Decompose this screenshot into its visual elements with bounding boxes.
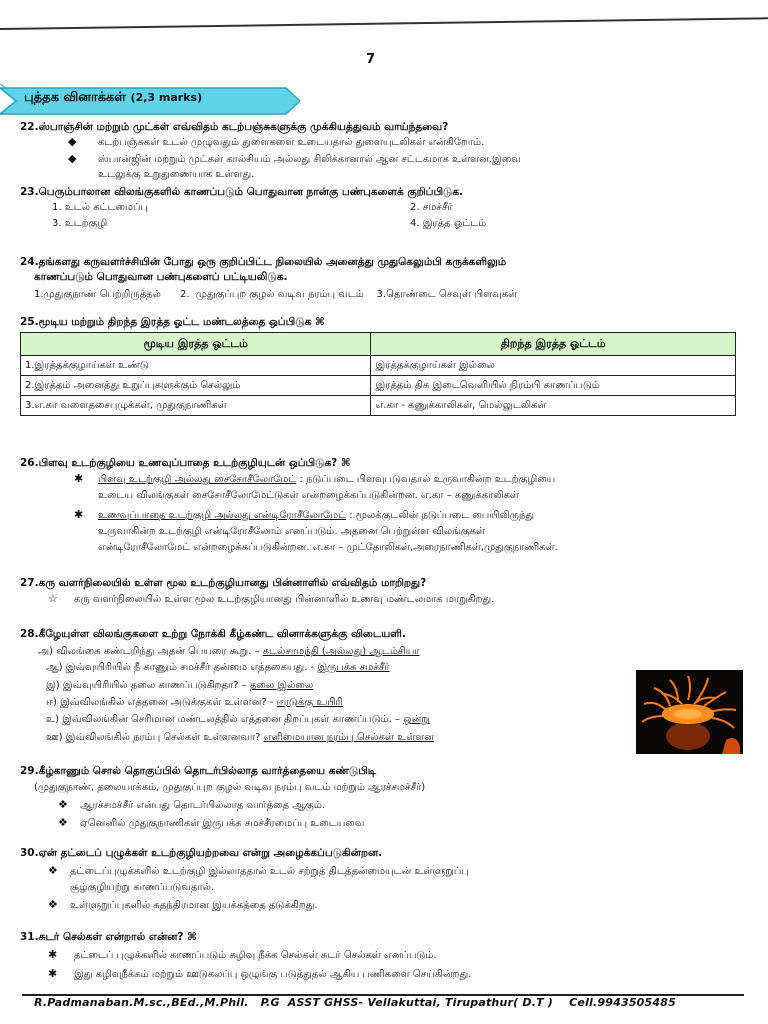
diamond-bullet-icon: ❖ [48, 864, 58, 877]
sea-anemone-image [636, 670, 743, 754]
question-23: 23.பெரும்பாலான விலங்குகளில் காணப்படும் பொதுவான நான்கு பண்புகளைக் குறிப்பிடுக. [20, 186, 464, 198]
list-item: 2. சமச்சீர் [410, 202, 453, 213]
footer-credit: R.Padmanaban.M.sc.,BEd.,M.Phil. P.G ASST GHSS- Vellakuttai, Tirupathur( D.T ) Cell.9943505485 [34, 996, 676, 1009]
answer-line: உள்ளுறுப்புகளில் சுதந்திரமான இயக்கத்தை தடுக்கிறது. [70, 900, 318, 911]
list-item: 1. உடல் கட்டமைப்பு [52, 202, 148, 213]
question-24: 24.தங்களது கருவளர்ச்சியின் போது ஒரு குறிப்பிட்ட நிலையில் அனைத்து முதுகெலும்பி கருக்களிலும் [20, 256, 507, 268]
star-outline-icon: ☆ [48, 592, 58, 605]
answer-line: உணவுப்பாதை உடற்குழி அல்லது என்டிரோசீலோமேட் : மூலக்குடலின் நடுப்படை பையிலிருந்து [98, 510, 534, 521]
list-item: 4. இரத்த ஓட்டம் [410, 218, 487, 229]
answer-line: தட்டைப் புழுக்களில் காணப்படும் கழிவு நீக்க செல்கள் சுடர் செல்கள் எனப்படும். [74, 950, 437, 961]
answer-line: சூழ்குழியற்று காணப்படுவதால். [70, 882, 215, 893]
answer-line: அ) விலங்கை கண்டறிந்து அதன் பெயரை கூறு. – கடல்சாமந்தி (அல்லது) ஆடம்சியா [38, 646, 420, 657]
top-border [0, 17, 768, 30]
table-cell: எ.கா - கணுக்காலிகள், மெல்லுடலிகள் [371, 396, 736, 416]
diamond-bullet-icon: ❖ [58, 798, 68, 811]
question-28: 28.கீழேயுள்ள விலங்குகளை உற்று நோக்கி கீழ்கண்ட வினாக்களுக்கு விடையளி. [20, 628, 406, 640]
diamond-bullet-icon: ◆ [68, 152, 77, 165]
answer-line: ஸ்பான்ஜின் மற்றும் முட்கள் கால்சியம் அல்லது சிலிக்கானால் ஆன சட்டகமாக உள்ளன.இவை [98, 154, 521, 165]
question-26: 26.பிளவு உடற்குழியை உணவுப்பாதை உடற்குழியுடன் ஒப்பிடுக? ⌘ [20, 457, 351, 469]
table-row [21, 376, 736, 396]
table-row [21, 356, 736, 376]
answer-line: ஏனெனில் முதுகுநாணிகள் இருபக்க சமச்சீரமைப்பு உடையவை [80, 818, 365, 829]
diamond-bullet-icon: ◆ [68, 135, 77, 148]
diamond-bullet-icon: ❖ [58, 816, 68, 829]
table-cell: இரத்தம் திசு இடைவெளியில் நிரம்பி காணப்படும் [371, 376, 736, 396]
table-header: திறந்த இரத்த ஓட்டம் [371, 333, 736, 356]
options-line: (முதுகுநாண், தலையாக்கம், முதுகுப்புற குழல் வடிவ நரம்பு வடம் மற்றும் ஆரச்சமச்சீர்) [34, 782, 426, 793]
answer-line: தட்டைப்புழுக்களில் உடற்குழி இல்லாததால் உடல் சற்றுத் திடத்தன்மையுடன் உள்ளுறுப்பு [70, 866, 469, 877]
star-bullet-icon: ✱ [48, 948, 58, 961]
answer-line: உ) இவ்விலங்கின் செரிமான மண்டலத்தில் எத்தனை திறப்புகள் காணப்படும். – ஒன்று [46, 714, 430, 725]
answer-line: ஆ) இவ்வுயிரியில் நீ காணும் சமச்சீர் தன்மை எத்தகையது. - இருபக்க சமச்சீர் [46, 662, 390, 673]
section-title: புத்தக வினாக்கள் (2,3 marks) [24, 90, 203, 105]
list-item: 3. உடற்குழி [52, 218, 108, 229]
question-30: 30.ஏன் தட்டைப் புழுக்கள் உடற்குழியற்றவை என்று அழைக்கப்படுகின்றன. [20, 847, 383, 859]
question-31: 31.சுடர் செல்கள் என்றால் என்ன? ⌘ [20, 931, 197, 943]
star-bullet-icon: ✱ [74, 508, 84, 521]
table-cell: 2.இரத்தம் அனைத்து உறுப்புகளுக்கும் செல்லும் [21, 376, 371, 396]
answer-line: பிளவு உடற்குழி அல்லது சைசோசீலோமேட் : நடுப்படை பிளவுபடுவதால் உருவாகின்ற உடற்குழியை [98, 474, 556, 485]
page-number: 7 [366, 52, 376, 67]
table-row [21, 396, 736, 416]
answer-line: என்டிரோசீலோமேட் என்றழைக்கப்படுகின்றன. எ.கா – முட்தோலிகள்,அரைநாணிகள்,முதுகுநாணிகள். [98, 542, 558, 553]
answer-line: இ) இவ்வுயிரியில் தலை காணப்படுகிறதா? – தலை இல்லை [46, 680, 314, 691]
question-24-cont: காணப்படும் பொதுவான பண்புகளைப் பட்டியலிடுக. [34, 271, 288, 283]
answer-line: 1.முதுகுநாண் பெற்றிருத்தல் 2. முதுகுப்புற குழல் வடிவ நரம்பு வடம் 3.தொண்டை செவுள் பிளவுகள் [34, 289, 518, 300]
table-cell: 3.எ.கா வளைதசைபுழுக்கள், முதுகுநாணிகள் [21, 396, 371, 416]
answer-line: உடைய விலங்குகள் சைசோசீலோமேட்டுகள் என்றழைக்கப்படுகின்றன. எ.கா – கணுக்காலிகள் [98, 490, 519, 501]
question-27: 27.கரு வளர்நிலையில் உள்ள மூல உடற்குழியானது பின்னாளில் எவ்விதம் மாறிறது? [20, 577, 427, 589]
question-22: 22.ஸ்பாஞ்சின் மற்றும் முட்கள் எவ்விதம் கடற்பஞ்சுகளுக்கு முக்கியத்துவம் வாய்ந்தவை? [20, 121, 449, 133]
table-cell: 1.இரத்தக்குழாய்கள் உண்டு [21, 356, 371, 376]
star-bullet-icon: ✱ [74, 472, 84, 485]
answer-line: கரு வளர்நிலையில் உள்ள மூல உடற்குழியானது பின்னாளில் உணவு மண்டலமாக மாறுகிறது. [74, 594, 495, 605]
answer-line: இது கழிவுநீக்கம் மற்றும் ஊடுகலப்பு ஒழுங்கு படுத்துதல் ஆகிய பணிகளை செய்கின்றது. [74, 969, 472, 980]
table-header-row [21, 333, 736, 356]
question-25: 25.மூடிய மற்றும் திறந்த இரத்த ஓட்ட மண்டலத்தை ஒப்பிடுக ⌘ [20, 316, 325, 328]
answer-line: கடற்பஞ்சுகள் உடல் முழுவதும் துளைகளை உடையதால் துளையுடலிகள் என்கிறோம். [98, 137, 485, 148]
question-29: 29.கீழ்காணும் சொல் தொகுப்பில் தொடர்பில்லாத வார்த்தையை கண்டுபிடி [20, 765, 377, 777]
table-header: மூடிய இரத்த ஓட்டம் [21, 333, 371, 356]
table-cell: இரத்தக்குழாய்கள் இல்லை [371, 356, 736, 376]
star-bullet-icon: ✱ [48, 967, 58, 980]
diamond-bullet-icon: ❖ [48, 898, 58, 911]
answer-line: ஆரச்சமச்சீர் என்பது தொடர்பில்லாத வார்த்தை ஆகும். [80, 800, 325, 811]
answer-line: உடலுக்கு உறுதுணையாக உள்ளது. [98, 169, 255, 180]
comparison-table [20, 332, 736, 416]
answer-line: ஊ) இவ்விலங்கில் நரம்பு செல்கள் உள்ளனவா? எளிமையான நரம்பு செல்கள் உள்ளன [46, 732, 434, 743]
answer-line: ஈ) இவ்விலங்கில் எத்தனை அடுக்குகள் உள்ளன? - ஈரடுக்கு உயிரி [46, 697, 343, 708]
answer-line: உருவாகின்ற உடற்குழி என்டிரோசீலோம் எனப்படும். அதனை பெற்றுள்ள விலங்குகள் [98, 526, 486, 537]
